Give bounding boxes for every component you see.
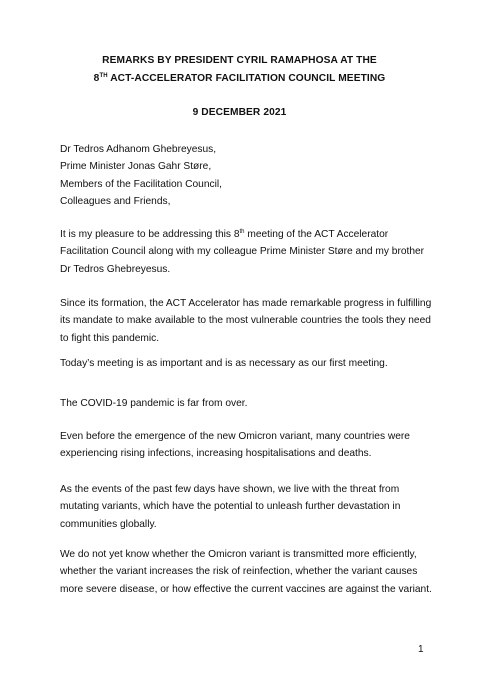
salutation-line: Prime Minister Jonas Gahr Støre, <box>60 161 212 173</box>
paragraph-2-text: Since its formation, the ACT Accelerator has made remarkable progress in fulfilling its mandate to make available to the most vulnerable countries the tools they need to fight this pandemic. <box>60 298 432 344</box>
paragraph-6-text: As the events of the past few days have shown, we live with the threat from mutating variants, which have the potential to unleash further devastation in communities globally. <box>60 484 401 530</box>
title-line-2 <box>0 73 479 84</box>
paragraph-3-text: Today’s meeting is as important and is as necessary as our first meeting. <box>60 358 388 369</box>
paragraph-4-text: The COVID-19 pandemic is far from over. <box>60 398 248 409</box>
paragraph-7-text: We do not yet know whether the Omicron variant is transmitted more efficiently, whether the variant increases the risk of reinfection, whether the variant causes more severe disease, or how effective the current vaccines are against the variant. <box>60 549 432 595</box>
document-date: 9 DECEMBER 2021 <box>192 107 287 118</box>
title-ordinal-number: 8 <box>93 73 100 84</box>
paragraph-7 <box>60 546 432 598</box>
salutation-block <box>60 141 432 211</box>
salutation-line: Colleagues and Friends, <box>60 196 171 208</box>
paragraph-1-sup: th <box>239 229 245 235</box>
paragraph-5-text: Even before the emergence of the new Omicron variant, many countries were experiencing rising infections, increasing hospitalisations and deaths. <box>60 431 410 460</box>
paragraph-4 <box>60 395 432 412</box>
paragraph-5 <box>60 428 432 463</box>
paragraph-2 <box>60 295 432 347</box>
paragraph-1-text-a: It is my pleasure to be addressing this 8 <box>60 229 240 240</box>
page-number: 1 <box>418 644 424 655</box>
paragraph-1-text-b: meeting of the ACT Accelerator Facilitation Council along with my colleague Prime Minister Støre and my brother Dr Tedros Ghebreyesus. <box>60 229 425 275</box>
title-line-1: REMARKS BY PRESIDENT CYRIL RAMAPHOSA AT THE <box>102 55 377 66</box>
paragraph-3 <box>60 355 432 372</box>
paragraph-6 <box>60 481 432 533</box>
title-line-2-rest: ACT-ACCELERATOR FACILITATION COUNCIL MEETING <box>107 73 386 84</box>
title-ordinal-suffix: TH <box>99 73 108 79</box>
paragraph-1 <box>60 226 432 278</box>
salutation-line: Members of the Facilitation Council, <box>60 178 222 190</box>
salutation-line: Dr Tedros Adhanom Ghebreyesus, <box>60 144 217 155</box>
